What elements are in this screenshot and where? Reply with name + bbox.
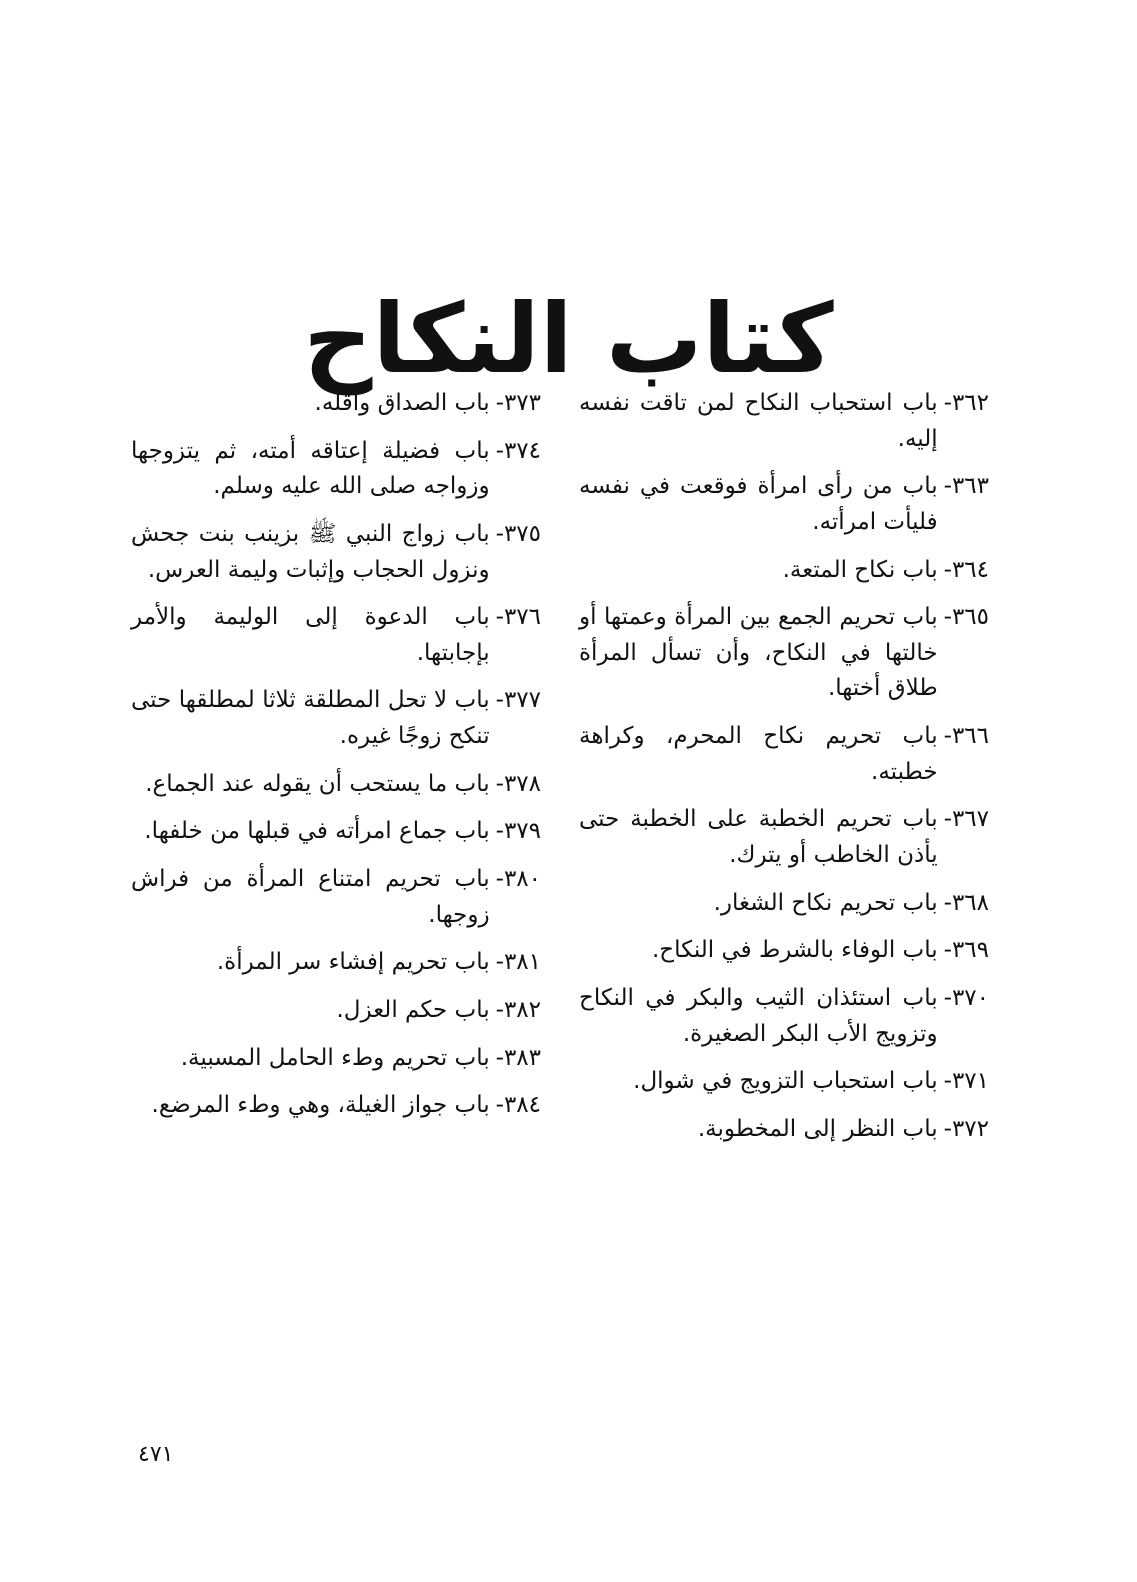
toc-entry	[579, 600, 989, 707]
toc-entry	[131, 945, 541, 981]
toc-entry-title: باب تحريم نكاح الشغار.	[713, 889, 938, 916]
toc-left-column	[131, 386, 541, 1136]
toc-entry-number: ٣٧٩-	[495, 818, 541, 845]
page-number: ٤٧١	[138, 1442, 174, 1467]
toc-entry-number: ٣٧٠-	[943, 984, 989, 1011]
toc-entry	[131, 434, 541, 505]
toc-entry-number: ٣٨٣-	[495, 1044, 541, 1071]
toc-entry-title: باب تحريم الجمع بين المرأة وعمتها أو خالتها في النكاح، وأن تسأل المرأة طلاق أختها.	[579, 604, 938, 702]
toc-entry	[131, 600, 541, 671]
toc-entry-number: ٣٧٢-	[943, 1115, 989, 1142]
toc-entry-title: باب نكاح المتعة.	[782, 556, 938, 583]
toc-entry	[579, 553, 989, 589]
toc-entry	[131, 1088, 541, 1124]
toc-entry-number: ٣٧٤-	[495, 437, 541, 464]
toc-entry-number: ٣٧٥-	[495, 520, 541, 547]
toc-entry-number: ٣٧٧-	[495, 687, 541, 714]
toc-entry-number: ٣٦٣-	[943, 473, 989, 500]
toc-entry-number: ٣٦٢-	[943, 390, 989, 416]
toc-entry	[131, 993, 541, 1029]
toc-entry-title: باب جماع امرأته في قبلها من خلفها.	[144, 818, 490, 845]
toc-entry	[579, 719, 989, 790]
toc-entry-title: باب فضيلة إعتاقه أمته، ثم يتزوجها وزواجه صلى الله عليه وسلم.	[131, 437, 490, 500]
toc-entry-title: باب الوفاء بالشرط في النكاح.	[651, 937, 938, 964]
toc-entry-number: ٣٨٠-	[495, 866, 541, 893]
toc-entry-title: باب تحريم وطء الحامل المسبية.	[180, 1044, 490, 1071]
toc-entry-title: باب الصداق وأقله.	[314, 390, 490, 416]
toc-entry	[131, 862, 541, 933]
toc-entry-title: باب تحريم إفشاء سر المرأة.	[216, 949, 490, 976]
page-title: كتاب النكاح	[303, 283, 834, 396]
toc-entry	[579, 886, 989, 922]
toc-entry-number: ٣٧٦-	[495, 604, 541, 631]
toc-entry-title: باب تحريم امتناع المرأة من فراش زوجها.	[131, 866, 490, 928]
toc-entry-title: باب ما يستحب أن يقوله عند الجماع.	[145, 770, 490, 797]
toc-entry	[579, 386, 989, 457]
toc-entry	[579, 469, 989, 540]
toc-entry-title: باب استئذان الثيب والبكر في النكاح وتزويج الأب البكر الصغيرة.	[579, 984, 938, 1047]
toc-entry-number: ٣٨١-	[495, 949, 541, 976]
toc-entry-number: ٣٧٣-	[495, 390, 541, 416]
toc-right-column	[579, 386, 989, 1160]
toc-entry-number: ٣٧٨-	[495, 770, 541, 797]
toc-entry	[131, 814, 541, 850]
toc-entry	[579, 1112, 989, 1148]
toc-entry	[579, 1064, 989, 1100]
toc-entry-title: باب زواج النبي ﷺ بزينب بنت جحش ونزول الحجاب وإثبات وليمة العرس.	[131, 520, 490, 583]
toc-entry-number: ٣٧١-	[943, 1068, 989, 1095]
toc-entry-title: باب الدعوة إلى الوليمة والأمر بإجابتها.	[131, 604, 490, 666]
toc-entry-number: ٣٦٩-	[943, 937, 989, 964]
toc-entry-title: باب استحباب النكاح لمن تاقت نفسه إليه.	[579, 390, 938, 452]
toc-entry	[131, 386, 541, 422]
toc-entry-title: باب جواز الغيلة، وهي وطء المرضع.	[151, 1092, 490, 1119]
toc-entry	[579, 933, 989, 969]
toc-entry-title: باب حكم العزل.	[336, 996, 490, 1023]
toc-entry	[579, 981, 989, 1052]
toc-entry	[131, 767, 541, 803]
toc-entry-title: باب النظر إلى المخطوبة.	[697, 1115, 938, 1142]
toc-entry	[579, 802, 989, 873]
toc-entry-title: باب تحريم الخطبة على الخطبة حتى يأذن الخاطب أو يترك.	[579, 806, 938, 869]
toc-entry-title: باب من رأى امرأة فوقعت في نفسه فليأت امرأته.	[579, 473, 938, 535]
toc-entry-title: باب تحريم نكاح المحرم، وكراهة خطبته.	[579, 723, 938, 785]
toc-entry-number: ٣٨٤-	[495, 1092, 541, 1119]
toc-entry-title: باب لا تحل المطلقة ثلاثا لمطلقها حتى تنكح زوجًا غيره.	[131, 687, 490, 750]
toc-entry	[131, 517, 541, 588]
toc-entry-number: ٣٦٧-	[943, 806, 989, 833]
toc-entry-number: ٣٦٦-	[943, 723, 989, 750]
toc-entry-title: باب استحباب التزويج في شوال.	[633, 1068, 938, 1095]
toc-entry	[131, 683, 541, 754]
toc-entry-number: ٣٦٤-	[943, 556, 989, 583]
toc-entry-number: ٣٦٨-	[943, 889, 989, 916]
toc-entry-number: ٣٦٥-	[943, 604, 989, 631]
toc-entry-number: ٣٨٢-	[495, 996, 541, 1023]
toc-entry	[131, 1041, 541, 1077]
